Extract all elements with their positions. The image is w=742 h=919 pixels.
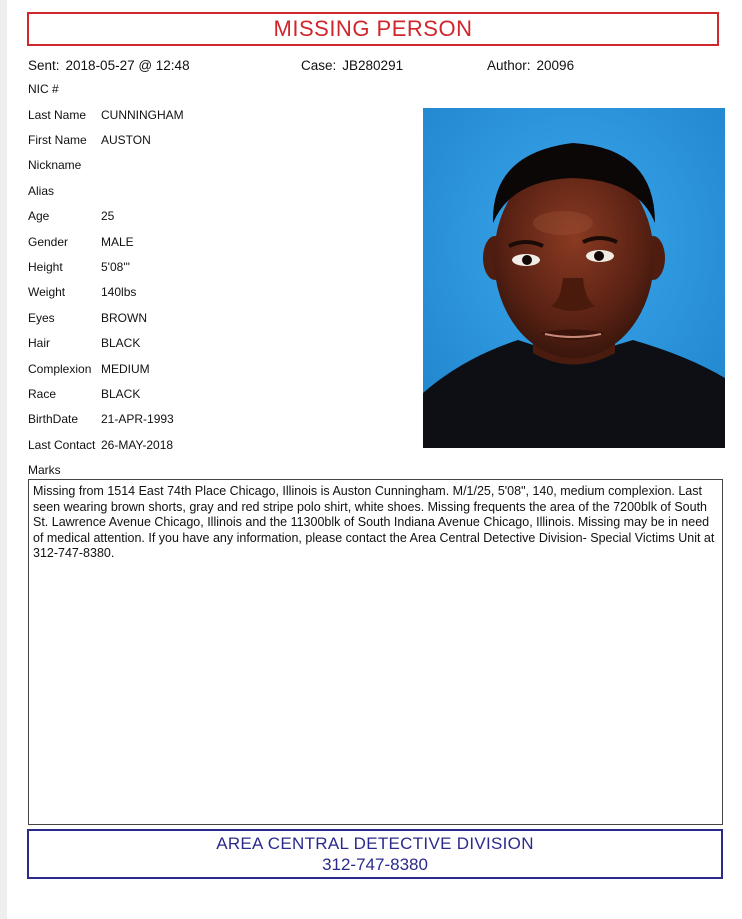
field-label: Weight (28, 285, 66, 299)
marks-label: Marks (28, 463, 61, 477)
person-photo-illustration (423, 108, 725, 448)
field-value: BLACK (101, 336, 141, 350)
field-value: 5'08'" (101, 260, 130, 274)
field-value: 21-APR-1993 (101, 412, 174, 426)
field-label: Last Contact (28, 438, 96, 452)
field-label: Nickname (28, 158, 82, 172)
field-value: BLACK (101, 387, 141, 401)
field-value: 26-MAY-2018 (101, 438, 174, 452)
field-label: First Name (28, 133, 87, 147)
field-value: MEDIUM (101, 362, 150, 376)
author-value: 20096 (536, 58, 575, 73)
case-label: Case: (301, 58, 337, 73)
field-label: Eyes (28, 311, 55, 325)
person-photo (423, 108, 725, 448)
field-value: MALE (101, 235, 134, 249)
field-value: BROWN (101, 311, 147, 325)
field-label: Gender (28, 235, 69, 249)
field-label: Last Name (28, 108, 87, 122)
footer-division: AREA CENTRAL DETECTIVE DIVISION (216, 833, 534, 853)
field-label: Alias (28, 184, 55, 198)
footer-contact-box (27, 829, 723, 879)
author-label: Author: (487, 58, 531, 73)
sent-label: Sent: (28, 58, 60, 73)
field-label: Height (28, 260, 63, 274)
field-label: Age (28, 209, 50, 223)
field-label: Race (28, 387, 57, 401)
footer-phone: 312-747-8380 (322, 854, 428, 874)
field-value: 140lbs (101, 285, 137, 299)
field-label: Hair (28, 336, 51, 350)
marks-description: Missing from 1514 East 74th Place Chicago, Illinois is Auston Cunningham. M/1/25, 5'08", 140, medium complexion. Last seen wearing brown shorts, gray and red stripe polo shirt, white shoes. Missing frequents the area of the 7200blk of South St. Lawrence Avenue Chicago, Illinois and the 11300blk of South Indiana Avenue Chicago, Illinois. Missing may be in need of medical attention. If you have any information, please contact the Area Central Detective Division- Special Victims Unit at 312-747-8380. (28, 479, 723, 825)
nic-label: NIC # (28, 82, 59, 96)
page-title: MISSING PERSON (273, 16, 473, 41)
author-info (487, 58, 574, 73)
field-value: 25 (101, 209, 115, 223)
page-edge-shadow (0, 0, 7, 919)
sent-info (28, 58, 190, 73)
field-value: CUNNINGHAM (101, 108, 184, 122)
title-banner (27, 12, 719, 46)
sent-value: 2018-05-27 @ 12:48 (65, 58, 190, 73)
case-value: JB280291 (342, 58, 404, 73)
field-label: BirthDate (28, 412, 79, 426)
case-info (301, 58, 403, 73)
field-value: AUSTON (101, 133, 151, 147)
field-label: Complexion (28, 362, 92, 376)
